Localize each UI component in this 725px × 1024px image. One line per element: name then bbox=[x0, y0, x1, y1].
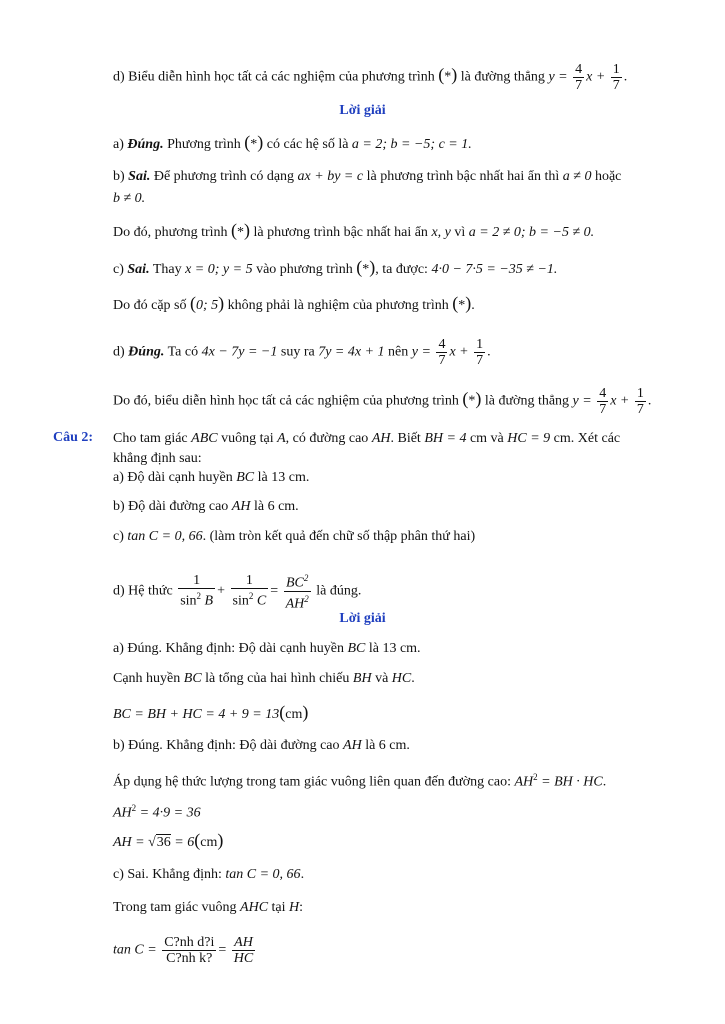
text: Phương trình bbox=[163, 137, 245, 152]
denominator: 7 bbox=[599, 402, 607, 417]
sol2-b-calc2: AH = √36 = 6(cm) bbox=[113, 830, 224, 850]
math: 0; 5 bbox=[196, 298, 219, 313]
text: cm. Xét các bbox=[550, 431, 621, 446]
text: và bbox=[371, 671, 392, 686]
text: b) Đúng. Khẳng định: Độ dài đường cao bbox=[113, 738, 344, 753]
sol1-a bbox=[113, 133, 472, 154]
tag-true: Đúng. bbox=[128, 344, 165, 360]
star: * bbox=[237, 225, 245, 240]
text: là 6 cm. bbox=[361, 738, 410, 753]
text: hoặc bbox=[591, 169, 622, 184]
paren: ( bbox=[194, 830, 201, 850]
paren: ( bbox=[356, 257, 363, 277]
text: d) Biểu diễn hình học tất cả các nghiệm của phương trình bbox=[113, 69, 439, 85]
text: vì bbox=[450, 225, 469, 240]
math: BC bbox=[285, 575, 304, 591]
fraction-1-sin2b bbox=[178, 573, 215, 609]
math: AH = bbox=[113, 835, 149, 850]
math: C bbox=[256, 593, 267, 609]
q2-d: d) Hệ thức $\frac{1}{\sin^2 B}$ + $\frac{1}{\sin^2 C}$ = $\frac{BC^2}{AH^2}$ là đúng. bbox=[113, 573, 362, 612]
text: là đường thẳng bbox=[481, 393, 573, 409]
numerator: 4 bbox=[599, 386, 607, 401]
sol2-c bbox=[113, 866, 304, 884]
paren: ) bbox=[218, 293, 225, 313]
fraction-text-ratio bbox=[162, 935, 216, 966]
sol2-b-calc1: $AH^2 = 4\cdot 9 = 36$ bbox=[113, 803, 201, 821]
text: là bbox=[250, 499, 268, 514]
sol2-c-calc bbox=[113, 935, 257, 966]
math: tan C = bbox=[113, 942, 157, 958]
text: Thay bbox=[149, 262, 186, 277]
text: b) bbox=[113, 169, 129, 184]
paren: ) bbox=[257, 132, 264, 152]
solution-heading-2: Lời giải bbox=[339, 611, 386, 626]
text: Cạnh huyền bbox=[113, 671, 184, 686]
sin: sin bbox=[180, 593, 197, 609]
part-d-statement: d) Biểu diễn hình học tất cả các nghiệm của phương trình (*) là đường thẳng y = $\frac{4}{7}$ x + $\frac{1}{7}$ . bbox=[113, 62, 628, 93]
paren: ) bbox=[465, 293, 472, 313]
unit: cm bbox=[200, 835, 218, 850]
sol1-c bbox=[113, 258, 557, 279]
math: = 4·9 = 36 bbox=[136, 805, 201, 821]
text: d) bbox=[113, 344, 129, 360]
sol1-c-conclusion bbox=[113, 294, 475, 315]
sin: sin bbox=[232, 593, 249, 609]
math: BH bbox=[352, 671, 372, 686]
denominator: 7 bbox=[476, 353, 484, 368]
math: = 6 bbox=[170, 835, 195, 850]
text: a) Độ dài cạnh huyền bbox=[113, 470, 237, 485]
paren: ( bbox=[244, 132, 251, 152]
text: là đúng. bbox=[316, 583, 362, 599]
text: b) Độ dài đường cao bbox=[113, 499, 232, 514]
math: ax + by = c bbox=[297, 169, 364, 184]
math-x: x + bbox=[449, 344, 469, 360]
radicand: 36 bbox=[156, 835, 171, 850]
star: * bbox=[458, 298, 466, 313]
text: Cho tam giác bbox=[113, 431, 192, 446]
text: , có đường cao bbox=[285, 431, 372, 446]
denominator: 7 bbox=[438, 353, 446, 368]
math: H bbox=[289, 900, 300, 915]
fraction-ah-hc bbox=[232, 935, 255, 966]
math: tan C = 0, 66 bbox=[225, 867, 301, 882]
tag-false: Sai. bbox=[127, 262, 150, 277]
paren: ) bbox=[244, 220, 251, 240]
equals: = bbox=[218, 942, 227, 958]
math: BC = BH + HC = 4 + 9 = 13 bbox=[113, 707, 280, 722]
q2-b bbox=[113, 498, 299, 516]
math: AH bbox=[231, 499, 251, 514]
fraction-1-7 bbox=[474, 337, 485, 368]
solution-heading-1: Lời giải bbox=[339, 103, 386, 118]
numerator: 4 bbox=[575, 62, 583, 77]
text: suy ra bbox=[277, 344, 319, 360]
text: c) bbox=[113, 262, 128, 277]
math: AH bbox=[514, 774, 534, 790]
paren: ) bbox=[302, 702, 309, 722]
sol2-b bbox=[113, 737, 410, 755]
math: B bbox=[204, 593, 214, 609]
paren: ( bbox=[231, 220, 238, 240]
text: không phải là nghiệm của phương trình bbox=[224, 298, 453, 313]
math: A bbox=[277, 431, 286, 446]
numerator: C?nh d?i bbox=[164, 935, 215, 950]
fraction-1-7 bbox=[635, 386, 646, 417]
sol1-b-conclusion bbox=[113, 221, 594, 242]
text: là tổng của hai hình chiếu bbox=[201, 671, 353, 686]
paren: ( bbox=[279, 702, 286, 722]
star: * bbox=[444, 69, 452, 85]
numerator: 1 bbox=[231, 573, 269, 589]
paren: ) bbox=[451, 64, 458, 85]
numerator: 1 bbox=[636, 386, 644, 401]
text: d) Hệ thức bbox=[113, 583, 177, 599]
text: nên bbox=[384, 344, 412, 360]
paren: ) bbox=[369, 257, 376, 277]
fraction-1-sin2c bbox=[231, 573, 269, 609]
math: 4x − 7y = −1 bbox=[201, 344, 278, 360]
sol1-b-cont: b ≠ 0. bbox=[113, 191, 146, 206]
text: a) Đúng. Khẳng định: Độ dài cạnh huyền bbox=[113, 641, 348, 656]
fraction-4-7 bbox=[436, 337, 447, 368]
math: x, y bbox=[431, 225, 451, 240]
q2-statement bbox=[113, 430, 620, 448]
text: tại bbox=[268, 900, 290, 915]
math: BC bbox=[183, 671, 202, 686]
tag-true: Đúng. bbox=[127, 137, 164, 152]
unit: cm bbox=[285, 707, 303, 722]
text: cm. bbox=[274, 499, 299, 514]
text: . bbox=[471, 298, 475, 313]
text: là 13 cm. bbox=[254, 470, 310, 485]
math: a ≠ 0 bbox=[562, 169, 592, 184]
fraction-bc2-ah2 bbox=[284, 571, 311, 611]
denominator: $\sin^2 C$ bbox=[232, 591, 267, 609]
text: Do đó, phương trình bbox=[113, 225, 232, 240]
math: BC bbox=[236, 470, 255, 485]
paren: ( bbox=[462, 388, 469, 409]
text: Áp dụng hệ thức lượng trong tam giác vuông liên quan đến đường cao: bbox=[113, 774, 515, 790]
text: là đường thẳng bbox=[457, 69, 549, 85]
text: . bbox=[602, 774, 607, 790]
math: ABC bbox=[191, 431, 218, 446]
fraction-1-7 bbox=[611, 62, 622, 93]
math: a = 2; b = −5; c = 1. bbox=[351, 137, 472, 152]
math: HC bbox=[391, 671, 412, 686]
math: 7y = 4x + 1 bbox=[318, 344, 385, 360]
text: vuông tại bbox=[217, 431, 278, 446]
text: Ta có bbox=[164, 344, 202, 360]
text: vào phương trình bbox=[252, 262, 357, 277]
text: . (làm tròn kết quả đến chữ số thập phân thứ hai) bbox=[202, 529, 476, 544]
math: AH bbox=[285, 596, 305, 612]
paren: ( bbox=[438, 64, 445, 85]
numerator: 1 bbox=[178, 573, 215, 589]
numerator: 1 bbox=[612, 62, 620, 77]
math: BH = 4 bbox=[424, 431, 467, 446]
math: AH bbox=[371, 431, 391, 446]
text: Trong tam giác vuông bbox=[113, 900, 241, 915]
paren: ) bbox=[217, 830, 224, 850]
sol1-d-conclusion: Do đó, biểu diễn hình học tất cả các nghiệm của phương trình (*) là đường thẳng y = $\frac{4}{7}$ x + $\frac{1}{7}$ . bbox=[113, 386, 652, 417]
denominator: 7 bbox=[612, 78, 620, 93]
q2-a bbox=[113, 469, 309, 487]
text: . bbox=[300, 867, 305, 882]
sol1-d: d) Đúng. Ta có 4x − 7y = −1 suy ra 7y = 4x + 1 nên y = $\frac{4}{7}$ x + $\frac{1}{7}$ . bbox=[113, 337, 491, 368]
paren: ( bbox=[190, 293, 196, 313]
denominator: HC bbox=[233, 951, 254, 966]
math: AH bbox=[113, 805, 132, 821]
denominator: $\sin^2 B$ bbox=[180, 591, 214, 609]
text: . bbox=[411, 671, 415, 686]
denominator: $AH^2$ bbox=[285, 593, 309, 612]
math: HC = 9 bbox=[507, 431, 551, 446]
text: Do đó, biểu diễn hình học tất cả các nghiệm của phương trình bbox=[113, 393, 463, 409]
text: c) bbox=[113, 529, 128, 544]
math: 4·0 − 7·5 = −35 ≠ −1. bbox=[431, 262, 558, 277]
text: là phương trình bậc nhất hai ẩn bbox=[250, 225, 432, 240]
math: a = 2 ≠ 0; b = −5 ≠ 0. bbox=[468, 225, 595, 240]
text: : bbox=[299, 900, 304, 915]
sol2-a bbox=[113, 640, 421, 658]
math: AHC bbox=[240, 900, 269, 915]
math-x: x + bbox=[610, 393, 630, 409]
paren: ( bbox=[452, 293, 459, 313]
fraction-4-7 bbox=[597, 386, 608, 417]
sol2-c-reason bbox=[113, 899, 303, 917]
text: có các hệ số là bbox=[263, 137, 352, 152]
math: x = 0; y = 5 bbox=[185, 262, 253, 277]
text: , ta được: bbox=[375, 262, 432, 277]
numerator: 4 bbox=[438, 337, 446, 352]
math-y: y = bbox=[411, 344, 431, 360]
math-y: y = bbox=[572, 393, 592, 409]
tag-false: Sai. bbox=[128, 169, 151, 184]
text: là 13 cm. bbox=[365, 641, 421, 656]
text: a) bbox=[113, 137, 128, 152]
text: cm và bbox=[466, 431, 508, 446]
q2-c bbox=[113, 528, 475, 546]
sol2-a-reason bbox=[113, 670, 415, 688]
denominator: 7 bbox=[575, 78, 583, 93]
q2-statement-cont: khẳng định sau: bbox=[113, 451, 202, 466]
math: tan C = 0, 66 bbox=[127, 529, 203, 544]
math-y: y = bbox=[548, 69, 568, 85]
star: * bbox=[362, 262, 370, 277]
math: = BH · HC bbox=[537, 774, 603, 790]
star: * bbox=[250, 137, 258, 152]
numerator: AH bbox=[232, 935, 255, 951]
numerator: $BC^2$ bbox=[284, 571, 311, 592]
question-2-label: Câu 2: bbox=[53, 430, 94, 445]
value: 6 bbox=[267, 499, 275, 514]
paren: ) bbox=[475, 388, 482, 409]
numerator: 1 bbox=[476, 337, 484, 352]
text: . Biết bbox=[390, 431, 425, 446]
text: là phương trình bậc nhất hai ẩn thì bbox=[363, 169, 563, 184]
text: Để phương trình có dạng bbox=[150, 169, 298, 184]
sol1-b bbox=[113, 168, 621, 186]
math: BC bbox=[347, 641, 366, 656]
denominator: 7 bbox=[636, 402, 644, 417]
text: c) Sai. Khẳng định: bbox=[113, 867, 226, 882]
star: * bbox=[468, 393, 476, 409]
sol2-a-calc bbox=[113, 703, 308, 724]
math: AH bbox=[343, 738, 362, 753]
sol2-b-reason: Áp dụng hệ thức lượng trong tam giác vuông liên quan đến đường cao: $AH^2$ = BH · HC. bbox=[113, 772, 607, 790]
denominator: C?nh k? bbox=[166, 951, 213, 966]
math-x: x + bbox=[586, 69, 606, 85]
fraction-4-7 bbox=[573, 62, 584, 93]
text: Do đó cặp số bbox=[113, 298, 190, 313]
